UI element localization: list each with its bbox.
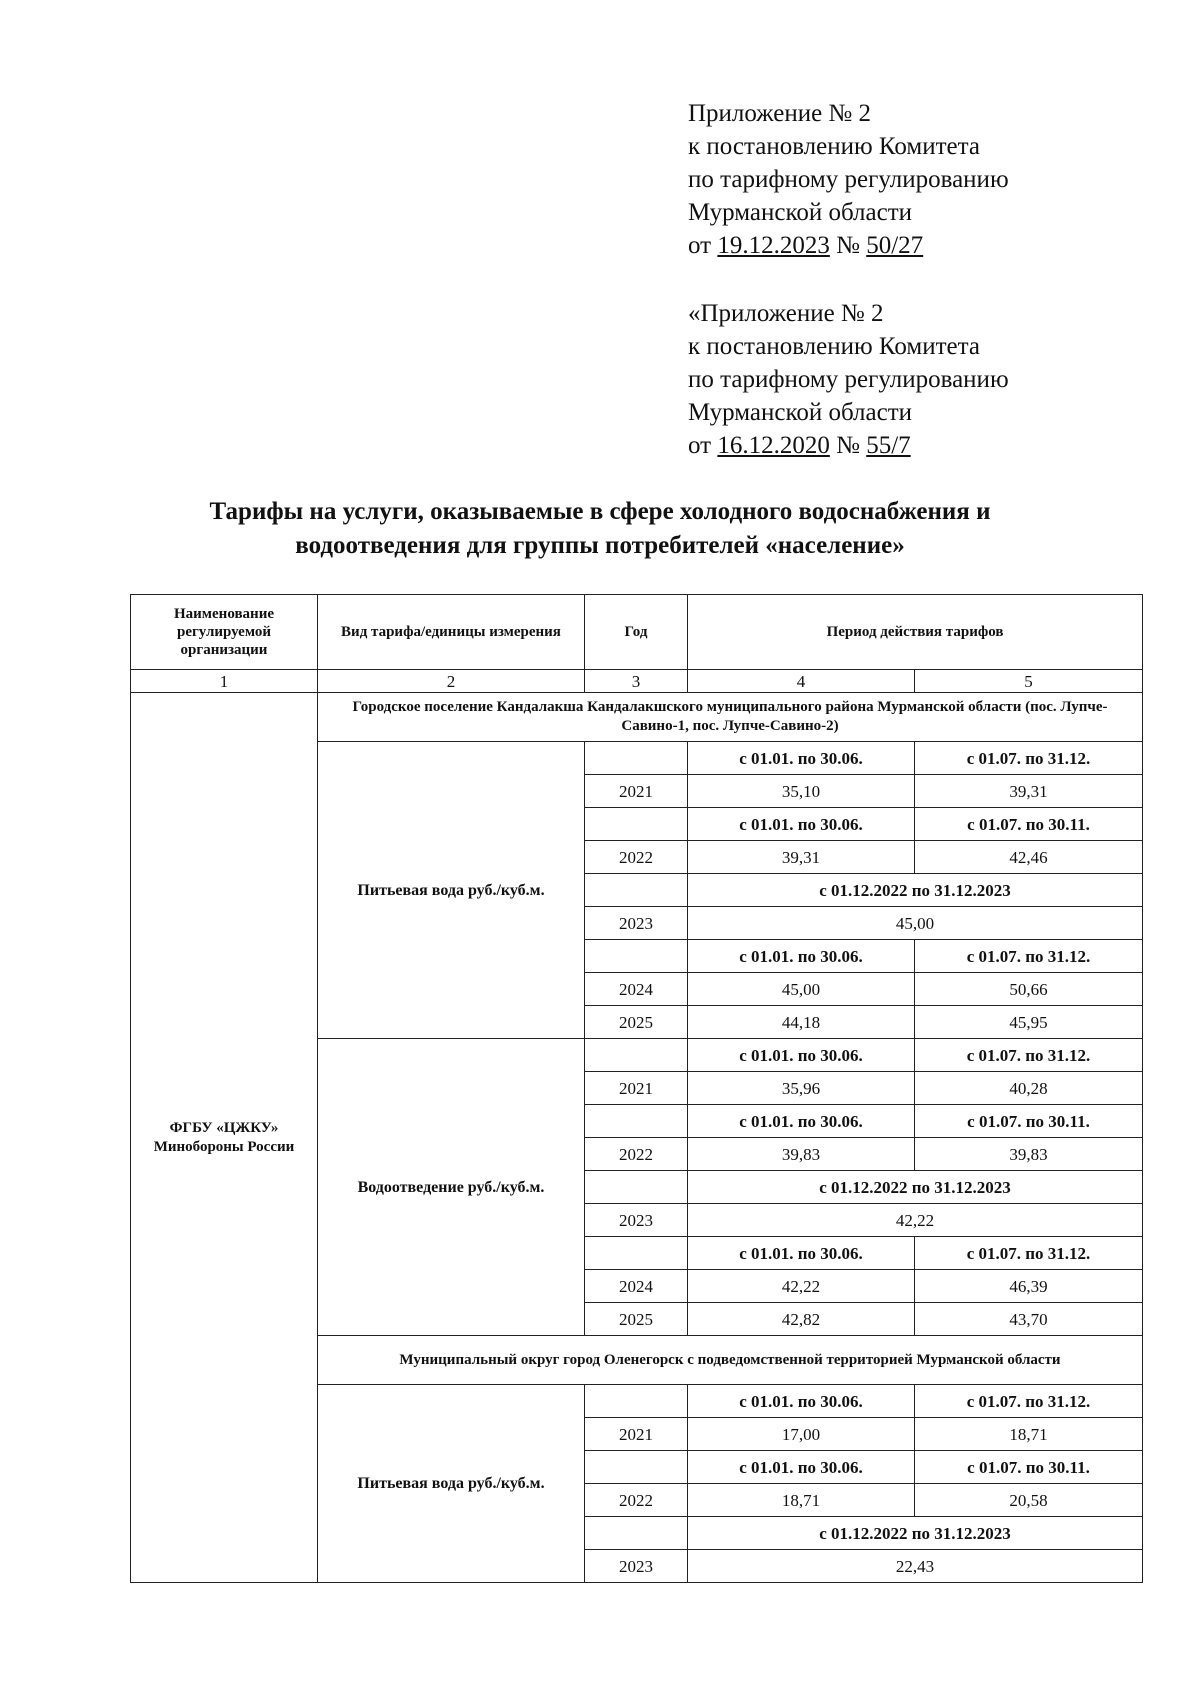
year-cell xyxy=(585,940,688,973)
tariff-value: 44,18 xyxy=(688,1006,915,1039)
tariff-value: 45,95 xyxy=(915,1006,1143,1039)
tariff-value: 35,10 xyxy=(688,775,915,808)
service-water: Питьевая вода руб./куб.м. xyxy=(318,1385,585,1583)
year-cell: 2021 xyxy=(585,775,688,808)
tariff-value: 39,83 xyxy=(688,1138,915,1171)
period-cell: с 01.12.2022 по 31.12.2023 xyxy=(688,874,1143,907)
period-cell: с 01.07. по 31.12. xyxy=(915,1237,1143,1270)
year-cell xyxy=(585,1237,688,1270)
decree-number: 50/27 xyxy=(866,232,924,259)
tariff-value: 35,96 xyxy=(688,1072,915,1105)
tariff-value: 39,83 xyxy=(915,1138,1143,1171)
tariff-value: 43,70 xyxy=(915,1303,1143,1336)
appendix-line: к постановлению Комитета xyxy=(688,133,980,160)
tariff-value: 42,22 xyxy=(688,1204,1143,1237)
column-number: 3 xyxy=(585,670,688,693)
period-cell: с 01.07. по 31.12. xyxy=(915,1039,1143,1072)
year-cell xyxy=(585,874,688,907)
column-number: 4 xyxy=(688,670,915,693)
period-cell: с 01.01. по 30.06. xyxy=(688,1385,915,1418)
service-water: Питьевая вода руб./куб.м. xyxy=(318,742,585,1039)
decree-number: 55/7 xyxy=(866,432,911,459)
header-year: Год xyxy=(585,595,688,670)
period-cell: с 01.01. по 30.06. xyxy=(688,1039,915,1072)
period-cell: с 01.01. по 30.06. xyxy=(688,940,915,973)
header-row xyxy=(131,595,1143,670)
tariff-value: 39,31 xyxy=(915,775,1143,808)
appendix-line: Приложение № 2 xyxy=(688,100,872,127)
title-line: Тарифы на услуги, оказываемые в сфере холодного водоснабжения и xyxy=(209,498,991,525)
year-cell: 2024 xyxy=(585,973,688,1006)
tariff-value: 22,43 xyxy=(688,1550,1143,1583)
header-tariff-type: Вид тарифа/единицы измерения xyxy=(318,595,585,670)
date-prefix: от xyxy=(688,432,712,459)
period-cell: с 01.07. по 30.11. xyxy=(915,1105,1143,1138)
year-cell xyxy=(585,1385,688,1418)
period-cell: с 01.01. по 30.06. xyxy=(688,1237,915,1270)
number-prefix: № xyxy=(836,232,860,259)
date-prefix: от xyxy=(688,232,712,259)
appendix-line: к постановлению Комитета xyxy=(688,333,980,360)
appendix-line: по тарифному регулированию xyxy=(688,366,1009,393)
period-cell: с 01.07. по 31.12. xyxy=(915,1385,1143,1418)
year-cell: 2022 xyxy=(585,841,688,874)
appendix-previous xyxy=(688,297,1009,462)
year-cell xyxy=(585,1451,688,1484)
organization-cell: ФГБУ «ЦЖКУ» Минобороны России xyxy=(131,693,318,1583)
document-title xyxy=(100,495,1100,563)
period-cell: с 01.12.2022 по 31.12.2023 xyxy=(688,1171,1143,1204)
territory-kandalaksha: Городское поселение Кандалакша Кандалакшского муниципального района Мурманской области (пос. Лупче-Савино-1, пос. Лупче-Савино-2) xyxy=(318,693,1143,742)
year-cell: 2022 xyxy=(585,1138,688,1171)
column-number: 1 xyxy=(131,670,318,693)
header-org: Наименование регулируемой организации xyxy=(131,595,318,670)
territory-row xyxy=(131,693,1143,742)
year-cell xyxy=(585,1171,688,1204)
period-cell: с 01.12.2022 по 31.12.2023 xyxy=(688,1517,1143,1550)
column-numbers-row xyxy=(131,670,1143,693)
period-cell: с 01.07. по 31.12. xyxy=(915,940,1143,973)
appendix-line: Мурманской области xyxy=(688,399,913,426)
period-cell: с 01.01. по 30.06. xyxy=(688,742,915,775)
year-cell: 2025 xyxy=(585,1006,688,1039)
appendix-date-line xyxy=(688,429,1009,462)
decree-date: 16.12.2020 xyxy=(717,432,830,459)
number-prefix: № xyxy=(836,432,860,459)
tariff-value: 46,39 xyxy=(915,1270,1143,1303)
tariff-value: 42,82 xyxy=(688,1303,915,1336)
appendix-current xyxy=(688,97,1009,262)
tariff-value: 40,28 xyxy=(915,1072,1143,1105)
column-number: 5 xyxy=(915,670,1143,693)
title-line: водоотведения для группы потребителей «население» xyxy=(295,532,905,559)
year-cell: 2023 xyxy=(585,1550,688,1583)
year-cell: 2021 xyxy=(585,1418,688,1451)
year-cell: 2024 xyxy=(585,1270,688,1303)
period-cell: с 01.01. по 30.06. xyxy=(688,1105,915,1138)
year-cell: 2022 xyxy=(585,1484,688,1517)
territory-olenegorsk: Муниципальный округ город Оленегорск с подведомственной территорией Мурманской области xyxy=(318,1336,1143,1385)
tariff-value: 45,00 xyxy=(688,973,915,1006)
period-cell: с 01.07. по 31.12. xyxy=(915,742,1143,775)
tariff-value: 50,66 xyxy=(915,973,1143,1006)
tariff-value: 18,71 xyxy=(688,1484,915,1517)
year-cell: 2023 xyxy=(585,1204,688,1237)
year-cell: 2023 xyxy=(585,907,688,940)
tariff-table xyxy=(130,594,1143,1583)
service-sewer: Водоотведение руб./куб.м. xyxy=(318,1039,585,1336)
tariff-value: 17,00 xyxy=(688,1418,915,1451)
year-cell xyxy=(585,1105,688,1138)
header-period: Период действия тарифов xyxy=(688,595,1143,670)
year-cell xyxy=(585,1039,688,1072)
tariff-value: 20,58 xyxy=(915,1484,1143,1517)
decree-date: 19.12.2023 xyxy=(717,232,830,259)
tariff-value: 42,46 xyxy=(915,841,1143,874)
appendix-line: «Приложение № 2 xyxy=(688,300,884,327)
period-cell: с 01.01. по 30.06. xyxy=(688,808,915,841)
year-cell xyxy=(585,808,688,841)
tariff-value: 39,31 xyxy=(688,841,915,874)
tariff-value: 42,22 xyxy=(688,1270,915,1303)
appendix-line: Мурманской области xyxy=(688,199,913,226)
appendix-date-line xyxy=(688,229,1009,262)
tariff-value: 18,71 xyxy=(915,1418,1143,1451)
year-cell: 2025 xyxy=(585,1303,688,1336)
appendix-line: по тарифному регулированию xyxy=(688,166,1009,193)
period-cell: с 01.01. по 30.06. xyxy=(688,1451,915,1484)
year-cell: 2021 xyxy=(585,1072,688,1105)
year-cell xyxy=(585,1517,688,1550)
tariff-value: 45,00 xyxy=(688,907,1143,940)
period-cell: с 01.07. по 30.11. xyxy=(915,1451,1143,1484)
column-number: 2 xyxy=(318,670,585,693)
year-cell xyxy=(585,742,688,775)
period-cell: с 01.07. по 30.11. xyxy=(915,808,1143,841)
